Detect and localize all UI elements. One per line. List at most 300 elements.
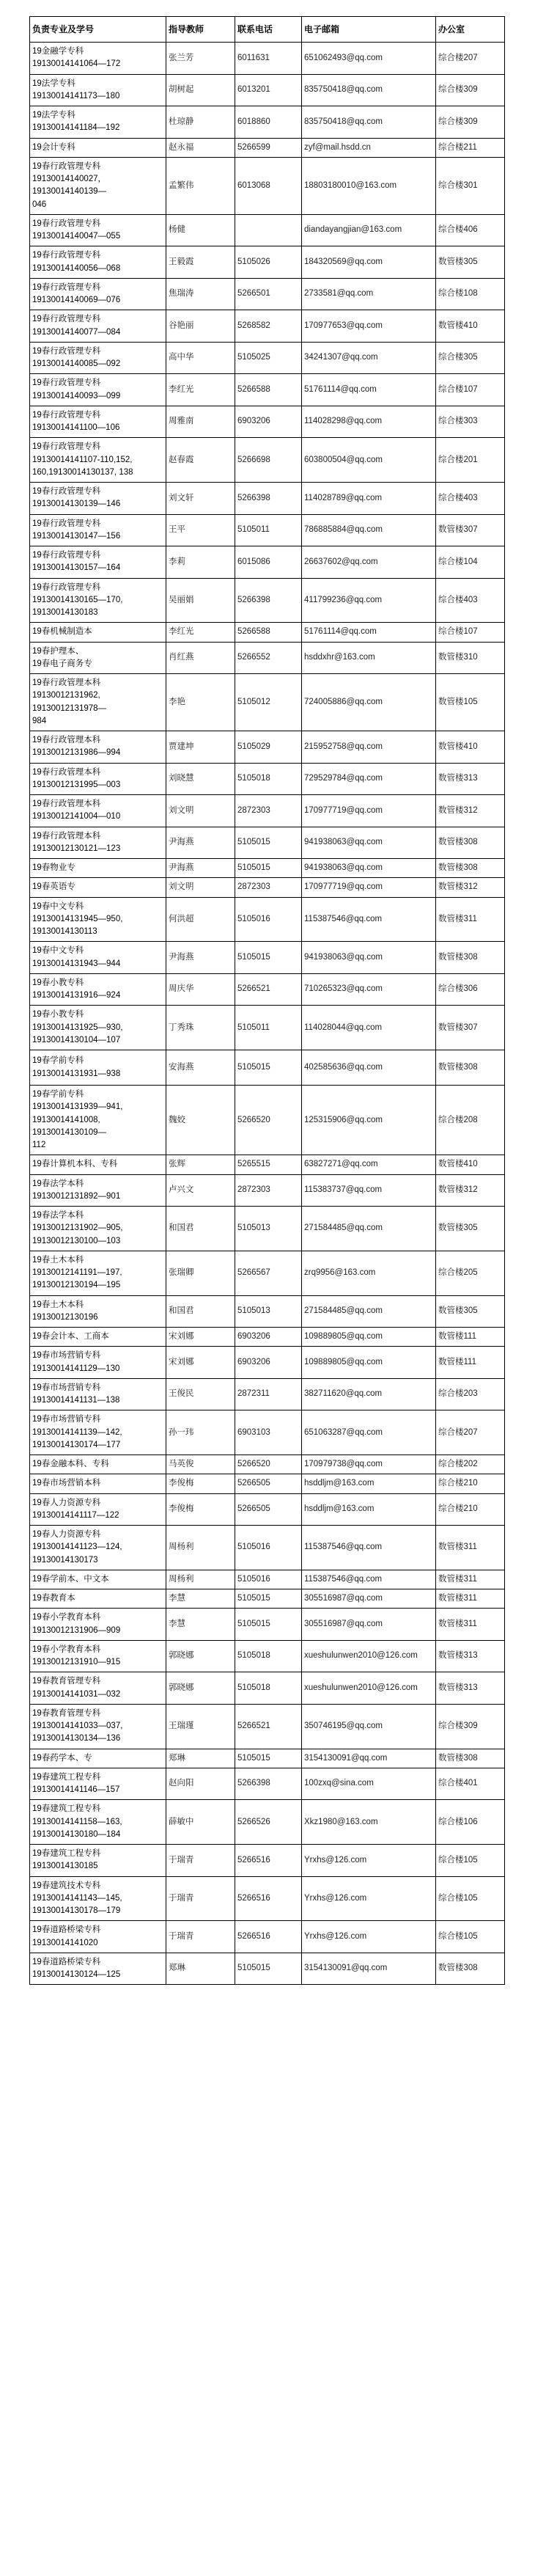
major-and-student-ids-cell: 19春道路桥梁专科 19130014141020 xyxy=(30,1921,166,1953)
phone-cell: 5266398 xyxy=(235,578,302,623)
office-cell: 数管楼308 xyxy=(436,1953,505,1985)
table-row xyxy=(30,1251,505,1295)
phone-cell: 5105015 xyxy=(235,1609,302,1641)
advisor-cell: 胡树起 xyxy=(166,74,235,106)
office-cell: 数管楼310 xyxy=(436,642,505,674)
major-and-student-ids-cell: 19春行政管理专科 19130014140047—055 xyxy=(30,214,166,246)
office-cell: 数管楼311 xyxy=(436,1526,505,1570)
email-cell: 114028789@qq.com xyxy=(302,483,436,515)
table-row xyxy=(30,1609,505,1641)
email-cell: 941938063@qq.com xyxy=(302,827,436,859)
email-cell: 710265323@qq.com xyxy=(302,973,436,1006)
office-cell: 综合楼105 xyxy=(436,1876,505,1921)
office-cell: 数管楼307 xyxy=(436,1006,505,1050)
major-and-student-ids-cell: 19春金融本科、专科 xyxy=(30,1455,166,1474)
email-cell: 170977653@qq.com xyxy=(302,310,436,343)
email-cell: 26637602@qq.com xyxy=(302,546,436,579)
advisor-cell: 赵永福 xyxy=(166,138,235,157)
phone-cell: 5105018 xyxy=(235,763,302,795)
advisor-cell: 张瑞卿 xyxy=(166,1251,235,1295)
email-cell: 109889805@qq.com xyxy=(302,1328,436,1347)
major-and-student-ids-cell: 19法学专科 19130014141184—192 xyxy=(30,106,166,139)
advisor-cell: 何洪超 xyxy=(166,897,235,942)
table-row xyxy=(30,1455,505,1474)
phone-cell: 2872303 xyxy=(235,795,302,827)
table-row xyxy=(30,342,505,374)
office-cell: 综合楼210 xyxy=(436,1474,505,1493)
phone-cell: 5266599 xyxy=(235,138,302,157)
advisor-cell: 吴丽娟 xyxy=(166,578,235,623)
office-cell: 数管楼308 xyxy=(436,1050,505,1086)
major-and-student-ids-cell: 19法学专科 19130014141173—180 xyxy=(30,74,166,106)
email-cell: 18803180010@163.com xyxy=(302,157,436,214)
major-and-student-ids-cell: 19春人力资源专科 19130014141123—124, 19130014130173 xyxy=(30,1526,166,1570)
phone-cell: 5266526 xyxy=(235,1800,302,1845)
phone-cell: 5105025 xyxy=(235,342,302,374)
advisor-cell: 赵春霞 xyxy=(166,438,235,483)
office-cell: 数管楼105 xyxy=(436,674,505,731)
major-and-student-ids-cell: 19春学前本、中文本 xyxy=(30,1570,166,1589)
advisor-cell: 周雅南 xyxy=(166,406,235,438)
email-cell: 729529784@qq.com xyxy=(302,763,436,795)
office-cell: 综合楼208 xyxy=(436,1086,505,1155)
advisor-cell: 马英俊 xyxy=(166,1455,235,1474)
email-cell: 941938063@qq.com xyxy=(302,942,436,974)
advisor-cell: 李红光 xyxy=(166,623,235,642)
table-row xyxy=(30,1800,505,1845)
table-row xyxy=(30,1155,505,1174)
office-cell: 综合楼207 xyxy=(436,1410,505,1455)
office-cell: 数管楼313 xyxy=(436,1640,505,1672)
phone-cell: 6903103 xyxy=(235,1410,302,1455)
major-and-student-ids-cell: 19春土木本科 19130012130196 xyxy=(30,1295,166,1328)
table-row xyxy=(30,623,505,642)
major-and-student-ids-cell: 19春物业专 xyxy=(30,859,166,878)
advisor-cell: 贾建坤 xyxy=(166,731,235,764)
advisor-cell: 于瑞青 xyxy=(166,1845,235,1877)
phone-cell: 5105011 xyxy=(235,514,302,546)
table-row xyxy=(30,1640,505,1672)
phone-cell: 5266501 xyxy=(235,278,302,310)
major-and-student-ids-cell: 19春药学本、专 xyxy=(30,1749,166,1768)
email-cell: 402585636@qq.com xyxy=(302,1050,436,1086)
phone-cell: 5266698 xyxy=(235,438,302,483)
email-cell: 170979738@qq.com xyxy=(302,1455,436,1474)
advisor-cell: 周杨利 xyxy=(166,1570,235,1589)
email-cell: zyf@mail.hsdd.cn xyxy=(302,138,436,157)
table-header-row xyxy=(30,17,505,43)
table-row xyxy=(30,1474,505,1493)
advisor-cell: 卢兴文 xyxy=(166,1174,235,1207)
table-row xyxy=(30,942,505,974)
table-row xyxy=(30,106,505,139)
major-and-student-ids-cell: 19春行政管理专科 19130014140085—092 xyxy=(30,342,166,374)
phone-cell: 5105015 xyxy=(235,827,302,859)
major-and-student-ids-cell: 19春市场营销专科 19130014141129—130 xyxy=(30,1347,166,1379)
advisor-cell: 张兰芳 xyxy=(166,43,235,75)
table-row xyxy=(30,74,505,106)
major-and-student-ids-cell: 19春行政管理专科 19130014130165—170, 19130014130183 xyxy=(30,578,166,623)
office-cell: 综合楼306 xyxy=(436,973,505,1006)
phone-cell: 2872303 xyxy=(235,1174,302,1207)
major-and-student-ids-cell: 19春行政管理专科 19130014140027， 19130014140139— 046 xyxy=(30,157,166,214)
table-row xyxy=(30,1295,505,1328)
office-cell: 数管楼308 xyxy=(436,942,505,974)
advisor-cell: 李俊梅 xyxy=(166,1474,235,1493)
email-cell: 100zxq@sina.com xyxy=(302,1768,436,1800)
email-cell: 786885884@qq.com xyxy=(302,514,436,546)
office-cell: 数管楼312 xyxy=(436,1174,505,1207)
major-and-student-ids-cell: 19春行政管理专科 19130014141100—106 xyxy=(30,406,166,438)
email-cell: 724005886@qq.com xyxy=(302,674,436,731)
phone-cell: 5105018 xyxy=(235,1672,302,1705)
major-and-student-ids-cell: 19春中文专科 19130014131943—944 xyxy=(30,942,166,974)
major-and-student-ids-cell: 19春行政管理本科 19130012130121—123 xyxy=(30,827,166,859)
advisor-cell: 王俊民 xyxy=(166,1378,235,1410)
advisor-cell: 李慧 xyxy=(166,1589,235,1609)
phone-cell: 5105015 xyxy=(235,1953,302,1985)
major-and-student-ids-cell: 19春建筑工程专科 19130014141158—163, 19130014130180—184 xyxy=(30,1800,166,1845)
major-and-student-ids-cell: 19春道路桥梁专科 19130014130124—125 xyxy=(30,1953,166,1985)
email-cell: 350746195@qq.com xyxy=(302,1704,436,1749)
phone-cell xyxy=(235,214,302,246)
major-and-student-ids-cell: 19春行政管理专科 19130014140069—076 xyxy=(30,278,166,310)
major-and-student-ids-cell: 19春护理本、 19春电子商务专 xyxy=(30,642,166,674)
table-row xyxy=(30,157,505,214)
phone-cell: 5265515 xyxy=(235,1155,302,1174)
office-cell: 综合楼303 xyxy=(436,406,505,438)
office-cell: 数管楼312 xyxy=(436,795,505,827)
advisor-cell: 肖红燕 xyxy=(166,642,235,674)
advisor-cell: 周杨利 xyxy=(166,1526,235,1570)
email-cell: 411799236@qq.com xyxy=(302,578,436,623)
major-and-student-ids-cell: 19春行政管理本科 19130012131995—003 xyxy=(30,763,166,795)
advisor-cell: 刘文明 xyxy=(166,795,235,827)
major-and-student-ids-cell: 19春行政管理专科 19130014130157—164 xyxy=(30,546,166,579)
major-and-student-ids-cell: 19春市场营销专科 19130014141131—138 xyxy=(30,1378,166,1410)
advisor-cell: 尹海燕 xyxy=(166,942,235,974)
table-row xyxy=(30,43,505,75)
office-cell: 综合楼403 xyxy=(436,578,505,623)
office-cell: 数管楼308 xyxy=(436,827,505,859)
table-row xyxy=(30,897,505,942)
major-and-student-ids-cell: 19春行政管理专科 19130014130147—156 xyxy=(30,514,166,546)
table-row xyxy=(30,578,505,623)
advisor-contact-table xyxy=(29,16,505,1985)
advisor-cell: 郑琳 xyxy=(166,1953,235,1985)
phone-cell: 5105026 xyxy=(235,246,302,279)
advisor-cell: 于瑞青 xyxy=(166,1921,235,1953)
email-cell: hsddljm@163.com xyxy=(302,1493,436,1526)
email-cell: 271584485@qq.com xyxy=(302,1207,436,1251)
phone-cell: 5266516 xyxy=(235,1876,302,1921)
advisor-cell: 和国君 xyxy=(166,1295,235,1328)
advisor-cell: 李慧 xyxy=(166,1609,235,1641)
email-cell: 2733581@qq.com xyxy=(302,278,436,310)
table-row xyxy=(30,1749,505,1768)
office-cell: 综合楼406 xyxy=(436,214,505,246)
major-and-student-ids-cell: 19春行政管理专科 19130014130139—146 xyxy=(30,483,166,515)
table-row xyxy=(30,1410,505,1455)
phone-cell: 5105018 xyxy=(235,1640,302,1672)
advisor-cell: 杜琼静 xyxy=(166,106,235,139)
phone-cell: 5105013 xyxy=(235,1207,302,1251)
email-cell: 651062493@qq.com xyxy=(302,43,436,75)
phone-cell: 5105015 xyxy=(235,1589,302,1609)
major-and-student-ids-cell: 19春行政管理专科 19130014140093—099 xyxy=(30,374,166,406)
phone-cell: 5266520 xyxy=(235,1455,302,1474)
office-cell: 数管楼313 xyxy=(436,763,505,795)
email-cell: Yrxhs@126.com xyxy=(302,1876,436,1921)
major-and-student-ids-cell: 19春市场营销本科 xyxy=(30,1474,166,1493)
phone-cell: 5266552 xyxy=(235,642,302,674)
phone-cell: 5266588 xyxy=(235,623,302,642)
table-body xyxy=(30,43,505,1985)
table-row xyxy=(30,1768,505,1800)
office-cell: 综合楼201 xyxy=(436,438,505,483)
phone-cell: 6015086 xyxy=(235,546,302,579)
office-cell: 数管楼313 xyxy=(436,1672,505,1705)
phone-cell: 5266521 xyxy=(235,1704,302,1749)
table-row xyxy=(30,827,505,859)
advisor-cell: 薛敏中 xyxy=(166,1800,235,1845)
phone-cell: 6018860 xyxy=(235,106,302,139)
email-cell: Yrxhs@126.com xyxy=(302,1921,436,1953)
major-and-student-ids-cell: 19春学前专科 19130014131939—941, 19130014141008, 19130014130109— 112 xyxy=(30,1086,166,1155)
header-major-and-student-ids: 负责专业及学号 xyxy=(30,17,166,43)
advisor-cell: 王瑞瑾 xyxy=(166,1704,235,1749)
phone-cell: 5105013 xyxy=(235,1295,302,1328)
office-cell: 数管楼111 xyxy=(436,1328,505,1347)
phone-cell: 5105015 xyxy=(235,859,302,878)
table-row xyxy=(30,763,505,795)
email-cell: 651063287@qq.com xyxy=(302,1410,436,1455)
phone-cell: 5105015 xyxy=(235,942,302,974)
office-cell: 综合楼108 xyxy=(436,278,505,310)
advisor-cell: 尹海燕 xyxy=(166,859,235,878)
office-cell: 综合楼309 xyxy=(436,74,505,106)
phone-cell: 6011631 xyxy=(235,43,302,75)
phone-cell: 5266398 xyxy=(235,1768,302,1800)
major-and-student-ids-cell: 19春小教专科 19130014131925—930, 19130014130104—107 xyxy=(30,1006,166,1050)
table-row xyxy=(30,1086,505,1155)
advisor-cell: 郭晓娜 xyxy=(166,1640,235,1672)
major-and-student-ids-cell: 19春小教专科 19130014131916—924 xyxy=(30,973,166,1006)
major-and-student-ids-cell: 19春法学本科 19130012131892—901 xyxy=(30,1174,166,1207)
major-and-student-ids-cell: 19春英语专 xyxy=(30,878,166,897)
major-and-student-ids-cell: 19春建筑工程专科 19130014141146—157 xyxy=(30,1768,166,1800)
phone-cell: 2872303 xyxy=(235,878,302,897)
office-cell: 数管楼111 xyxy=(436,1347,505,1379)
table-row xyxy=(30,642,505,674)
email-cell: 115387546@qq.com xyxy=(302,1526,436,1570)
table-row xyxy=(30,483,505,515)
advisor-cell: 和国君 xyxy=(166,1207,235,1251)
table-row xyxy=(30,438,505,483)
email-cell: 125315906@qq.com xyxy=(302,1086,436,1155)
office-cell: 综合楼202 xyxy=(436,1455,505,1474)
office-cell: 数管楼311 xyxy=(436,897,505,942)
table-row xyxy=(30,1845,505,1877)
table-row xyxy=(30,1672,505,1705)
email-cell: 114028044@qq.com xyxy=(302,1006,436,1050)
phone-cell: 6903206 xyxy=(235,1347,302,1379)
office-cell: 综合楼203 xyxy=(436,1378,505,1410)
major-and-student-ids-cell: 19春行政管理本科 19130012131962, 19130012131978— 984 xyxy=(30,674,166,731)
office-cell: 综合楼205 xyxy=(436,1251,505,1295)
table-row xyxy=(30,1207,505,1251)
advisor-cell: 李莉 xyxy=(166,546,235,579)
phone-cell: 5266516 xyxy=(235,1921,302,1953)
table-row xyxy=(30,546,505,579)
email-cell: 115387546@qq.com xyxy=(302,897,436,942)
phone-cell: 5268582 xyxy=(235,310,302,343)
office-cell: 数管楼305 xyxy=(436,1295,505,1328)
office-cell: 数管楼308 xyxy=(436,859,505,878)
advisor-cell: 孟繁伟 xyxy=(166,157,235,214)
advisor-cell: 于瑞青 xyxy=(166,1876,235,1921)
major-and-student-ids-cell: 19春教育管理专科 19130014141031—032 xyxy=(30,1672,166,1705)
advisor-cell: 刘文轩 xyxy=(166,483,235,515)
advisor-cell: 张辉 xyxy=(166,1155,235,1174)
phone-cell: 6013201 xyxy=(235,74,302,106)
office-cell: 数管楼311 xyxy=(436,1609,505,1641)
phone-cell: 6013068 xyxy=(235,157,302,214)
office-cell: 综合楼305 xyxy=(436,342,505,374)
email-cell: 51761114@qq.com xyxy=(302,623,436,642)
advisor-cell: 杨健 xyxy=(166,214,235,246)
header-email: 电子邮箱 xyxy=(302,17,436,43)
table-row xyxy=(30,1347,505,1379)
email-cell: 835750418@qq.com xyxy=(302,74,436,106)
phone-cell: 5266505 xyxy=(235,1493,302,1526)
major-and-student-ids-cell: 19春土木本科 19130012141191—197, 19130012130194—195 xyxy=(30,1251,166,1295)
phone-cell: 5105015 xyxy=(235,1749,302,1768)
advisor-cell: 魏姣 xyxy=(166,1086,235,1155)
email-cell: 34241307@qq.com xyxy=(302,342,436,374)
email-cell: 305516987@qq.com xyxy=(302,1609,436,1641)
major-and-student-ids-cell: 19金融学专科 19130014141064—172 xyxy=(30,43,166,75)
office-cell: 综合楼207 xyxy=(436,43,505,75)
advisor-cell: 周庆华 xyxy=(166,973,235,1006)
office-cell: 数管楼312 xyxy=(436,878,505,897)
table-row xyxy=(30,795,505,827)
advisor-cell: 刘文明 xyxy=(166,878,235,897)
major-and-student-ids-cell: 19春机械制造本 xyxy=(30,623,166,642)
major-and-student-ids-cell: 19春行政管理本科 19130012131986—994 xyxy=(30,731,166,764)
phone-cell: 5266398 xyxy=(235,483,302,515)
phone-cell: 5266521 xyxy=(235,973,302,1006)
advisor-cell: 李红光 xyxy=(166,374,235,406)
office-cell: 综合楼210 xyxy=(436,1493,505,1526)
office-cell: 综合楼104 xyxy=(436,546,505,579)
phone-cell: 6903206 xyxy=(235,406,302,438)
email-cell: 941938063@qq.com xyxy=(302,859,436,878)
header-phone: 联系电话 xyxy=(235,17,302,43)
office-cell: 综合楼301 xyxy=(436,157,505,214)
table-row xyxy=(30,278,505,310)
table-row xyxy=(30,878,505,897)
email-cell: xueshulunwen2010@126.com xyxy=(302,1640,436,1672)
table-row xyxy=(30,1378,505,1410)
advisor-cell: 谷艳丽 xyxy=(166,310,235,343)
advisor-cell: 丁秀珠 xyxy=(166,1006,235,1050)
email-cell: 109889805@qq.com xyxy=(302,1347,436,1379)
email-cell: 115383737@qq.com xyxy=(302,1174,436,1207)
table-row xyxy=(30,310,505,343)
major-and-student-ids-cell: 19春小学教育本科 19130012131906—909 xyxy=(30,1609,166,1641)
email-cell: hsddxhr@163.com xyxy=(302,642,436,674)
office-cell: 综合楼309 xyxy=(436,1704,505,1749)
advisor-cell: 安海燕 xyxy=(166,1050,235,1086)
table-row xyxy=(30,1570,505,1589)
major-and-student-ids-cell: 19春学前专科 19130014131931—938 xyxy=(30,1050,166,1086)
table-row xyxy=(30,1704,505,1749)
major-and-student-ids-cell: 19春计算机本科、专科 xyxy=(30,1155,166,1174)
advisor-cell: 孙一玮 xyxy=(166,1410,235,1455)
phone-cell: 5266567 xyxy=(235,1251,302,1295)
advisor-cell: 赵向阳 xyxy=(166,1768,235,1800)
email-cell: diandayangjian@163.com xyxy=(302,214,436,246)
phone-cell: 5266588 xyxy=(235,374,302,406)
header-advisor: 指导教师 xyxy=(166,17,235,43)
table-row xyxy=(30,1876,505,1921)
table-row xyxy=(30,1589,505,1609)
advisor-cell: 郑琳 xyxy=(166,1749,235,1768)
major-and-student-ids-cell: 19春市场营销专科 19130014141139—142, 19130014130174—177 xyxy=(30,1410,166,1455)
email-cell: 603800504@qq.com xyxy=(302,438,436,483)
office-cell: 综合楼106 xyxy=(436,1800,505,1845)
email-cell: 63827271@qq.com xyxy=(302,1155,436,1174)
email-cell: xueshulunwen2010@126.com xyxy=(302,1672,436,1705)
major-and-student-ids-cell: 19春建筑技术专科 19130014141143—145, 19130014130178—179 xyxy=(30,1876,166,1921)
office-cell: 综合楼105 xyxy=(436,1845,505,1877)
email-cell: hsddljm@163.com xyxy=(302,1474,436,1493)
email-cell: 382711620@qq.com xyxy=(302,1378,436,1410)
office-cell: 数管楼305 xyxy=(436,246,505,279)
email-cell: 51761114@qq.com xyxy=(302,374,436,406)
office-cell: 数管楼311 xyxy=(436,1570,505,1589)
major-and-student-ids-cell: 19春中文专科 19130014131945—950, 19130014130113 xyxy=(30,897,166,942)
table-row xyxy=(30,859,505,878)
table-row xyxy=(30,1174,505,1207)
phone-cell: 5266516 xyxy=(235,1845,302,1877)
email-cell: 170977719@qq.com xyxy=(302,795,436,827)
major-and-student-ids-cell: 19春行政管理专科 19130014140077—084 xyxy=(30,310,166,343)
office-cell: 数管楼311 xyxy=(436,1589,505,1609)
table-row xyxy=(30,138,505,157)
table-row xyxy=(30,973,505,1006)
email-cell: 215952758@qq.com xyxy=(302,731,436,764)
header-office: 办公室 xyxy=(436,17,505,43)
major-and-student-ids-cell: 19春人力资源专科 19130014141117—122 xyxy=(30,1493,166,1526)
major-and-student-ids-cell: 19春建筑工程专科 19130014130185 xyxy=(30,1845,166,1877)
phone-cell: 5105016 xyxy=(235,897,302,942)
phone-cell: 5105029 xyxy=(235,731,302,764)
major-and-student-ids-cell: 19春行政管理本科 19130012141004—010 xyxy=(30,795,166,827)
table-row xyxy=(30,674,505,731)
phone-cell: 5105011 xyxy=(235,1006,302,1050)
office-cell: 综合楼401 xyxy=(436,1768,505,1800)
major-and-student-ids-cell: 19会计专科 xyxy=(30,138,166,157)
email-cell: 305516987@qq.com xyxy=(302,1589,436,1609)
phone-cell: 5105012 xyxy=(235,674,302,731)
office-cell: 综合楼107 xyxy=(436,623,505,642)
table-row xyxy=(30,731,505,764)
phone-cell: 5105016 xyxy=(235,1570,302,1589)
email-cell: zrq9956@163.com xyxy=(302,1251,436,1295)
table-row xyxy=(30,1493,505,1526)
